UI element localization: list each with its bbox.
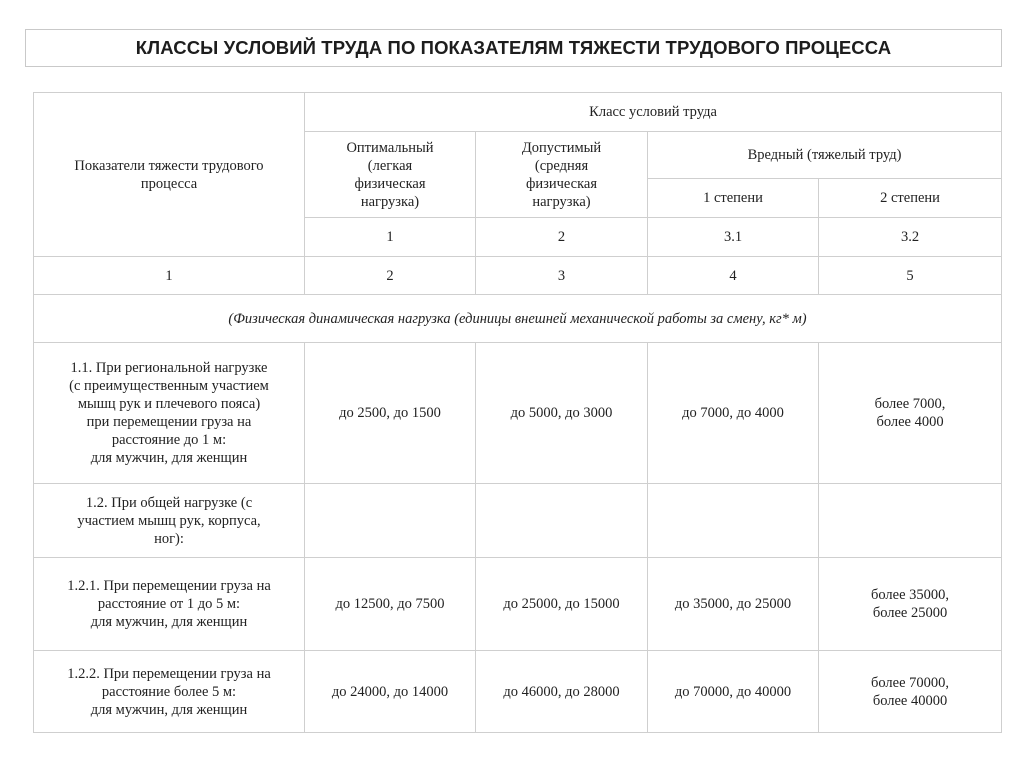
row-label-cell bbox=[34, 558, 305, 651]
class-code-cell: 3.1 bbox=[648, 218, 819, 257]
class-title-cell bbox=[305, 93, 1002, 132]
section-row bbox=[34, 295, 1002, 343]
row-label-line: для мужчин, для женщин bbox=[90, 701, 248, 718]
value-cell bbox=[305, 484, 476, 558]
column-number-cell: 1 bbox=[34, 257, 305, 295]
table-row bbox=[34, 484, 1002, 558]
row-label-line: 1.2.2. При перемещении груза на bbox=[67, 665, 271, 682]
value-cell bbox=[476, 484, 648, 558]
optimal-header-line: физическая bbox=[354, 175, 426, 192]
value-line: более 25000 bbox=[872, 605, 948, 621]
value-cell bbox=[819, 651, 1002, 733]
degree-1-header-cell bbox=[648, 179, 819, 218]
harmful-header: Вредный (тяжелый труд) bbox=[747, 147, 902, 163]
permissible-header-line: (средняя bbox=[534, 157, 589, 174]
value-cell: до 25000, до 15000 bbox=[476, 558, 648, 651]
degree-1-header: 1 степени bbox=[703, 190, 763, 206]
class-code-cell: 2 bbox=[476, 218, 648, 257]
indicator-header-line: процесса bbox=[140, 175, 198, 192]
value-line: более 70000, bbox=[871, 674, 950, 691]
row-label-line: ног): bbox=[154, 530, 184, 547]
table-row bbox=[34, 651, 1002, 733]
table-row bbox=[34, 558, 1002, 651]
row-label-line: 1.2.1. При перемещении груза на bbox=[67, 578, 271, 594]
value-cell bbox=[819, 484, 1002, 558]
row-label-line: при перемещении груза на bbox=[86, 414, 252, 430]
value-cell: до 2500, до 1500 bbox=[305, 343, 476, 484]
value-cell bbox=[819, 343, 1002, 484]
value-cell: до 7000, до 4000 bbox=[648, 343, 819, 484]
title-banner bbox=[25, 29, 1002, 67]
row-label-line: для мужчин, для женщин bbox=[90, 450, 248, 466]
indicator-header-line: Показатели тяжести трудового bbox=[74, 157, 264, 174]
column-number-cell: 2 bbox=[305, 257, 476, 295]
value-cell: до 35000, до 25000 bbox=[648, 558, 819, 651]
value-cell: до 5000, до 3000 bbox=[476, 343, 648, 484]
value-cell: до 24000, до 14000 bbox=[305, 651, 476, 733]
row-label-line: расстояние более 5 м: bbox=[101, 683, 237, 700]
class-code-cell: 1 bbox=[305, 218, 476, 257]
optimal-header-line: нагрузка) bbox=[360, 193, 420, 210]
class-code-cell: 3.2 bbox=[819, 218, 1002, 257]
row-label-line: расстояние до 1 м: bbox=[111, 432, 227, 448]
value-line: более 35000, bbox=[871, 587, 950, 603]
row-label-line: 1.1. При региональной нагрузке bbox=[70, 360, 268, 376]
row-label-line: мышц рук и плечевого пояса) bbox=[77, 396, 261, 412]
value-line: более 40000 bbox=[872, 692, 948, 709]
value-cell: до 12500, до 7500 bbox=[305, 558, 476, 651]
value-line: более 7000, bbox=[874, 396, 946, 412]
permissible-header-line: нагрузка) bbox=[532, 193, 591, 210]
optimal-header-line: Оптимальный bbox=[346, 139, 434, 156]
row-label-line: расстояние от 1 до 5 м: bbox=[97, 596, 241, 612]
table-row bbox=[34, 343, 1002, 484]
value-line: более 4000 bbox=[876, 414, 944, 430]
value-cell bbox=[819, 558, 1002, 651]
optimal-header-cell bbox=[305, 132, 476, 218]
column-number-cell: 4 bbox=[648, 257, 819, 295]
harmful-header-cell bbox=[648, 132, 1002, 179]
section-heading: (Физическая динамическая нагрузка (единицы внешней механической работы за смену, кг* м) bbox=[34, 295, 1002, 343]
column-number-cell: 3 bbox=[476, 257, 648, 295]
row-label-cell bbox=[34, 651, 305, 733]
permissible-header-line: физическая bbox=[525, 175, 598, 192]
class-title: Класс условий труда bbox=[589, 104, 717, 120]
degree-2-header: 2 степени bbox=[880, 190, 940, 206]
row-label-cell bbox=[34, 484, 305, 558]
row-label-line: для мужчин, для женщин bbox=[90, 614, 248, 630]
value-cell bbox=[648, 484, 819, 558]
header-row-1 bbox=[34, 93, 1002, 132]
row-label-line: участием мышц рук, корпуса, bbox=[77, 512, 261, 529]
value-cell: до 46000, до 28000 bbox=[476, 651, 648, 733]
permissible-header-cell bbox=[476, 132, 648, 218]
permissible-header-line: Допустимый bbox=[521, 139, 602, 156]
page-title: КЛАССЫ УСЛОВИЙ ТРУДА ПО ПОКАЗАТЕЛЯМ ТЯЖЕСТИ ТРУДОВОГО ПРОЦЕССА bbox=[135, 37, 892, 58]
row-label-line: 1.2. При общей нагрузке (с bbox=[85, 494, 253, 511]
column-number-cell: 5 bbox=[819, 257, 1002, 295]
degree-2-header-cell bbox=[819, 179, 1002, 218]
column-number-row bbox=[34, 257, 1002, 295]
row-label-line: (с преимущественным участием bbox=[69, 378, 269, 394]
value-cell: до 70000, до 40000 bbox=[648, 651, 819, 733]
labor-conditions-table bbox=[33, 92, 1002, 733]
optimal-header-line: (легкая bbox=[367, 157, 413, 174]
row-label-cell bbox=[34, 343, 305, 484]
indicator-header-cell bbox=[34, 93, 305, 257]
